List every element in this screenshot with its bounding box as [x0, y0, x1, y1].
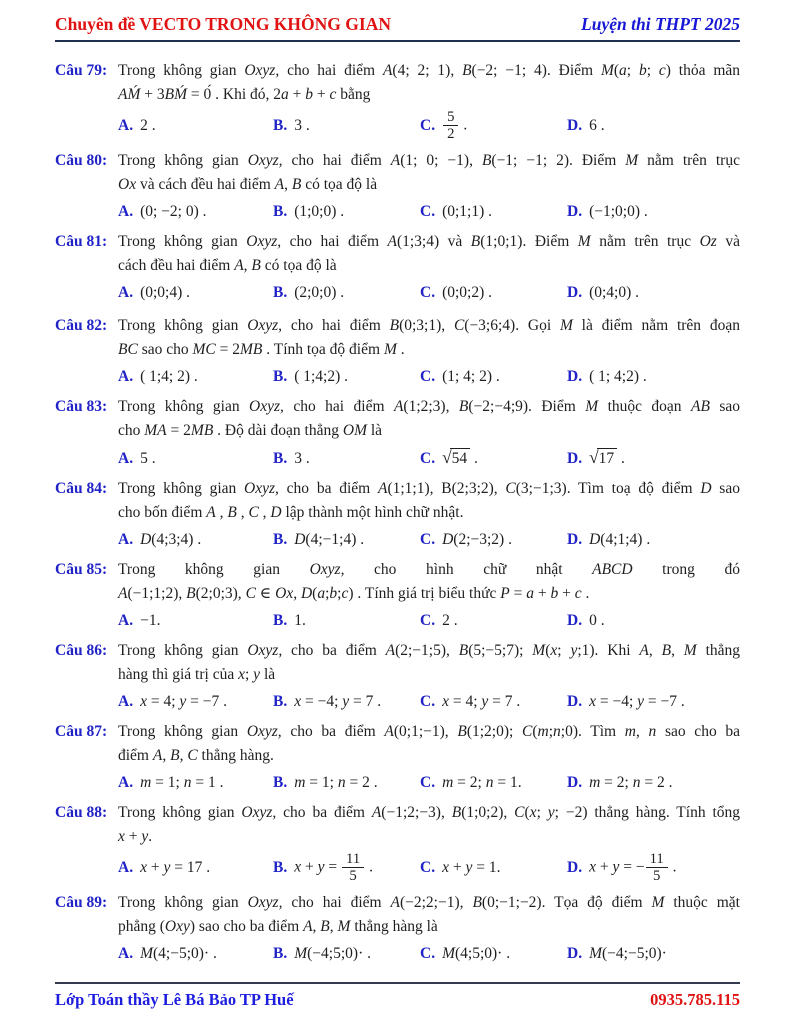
question-statement-line: Trong không gian Oxyz, cho hai điểm A(1; 0; −1), B(−1; −1; 2). Điểm M nằm trên trục — [118, 151, 740, 169]
footer-class-name: Lớp Toán thầy Lê Bá Bảo TP Huế — [55, 990, 294, 1009]
option-letter: A. — [118, 611, 134, 629]
question-statement-line: Trong không gian Oxyz, cho hình chữ nhật ABCD trong đó — [118, 560, 740, 578]
fraction-numerator: 11 — [646, 851, 668, 868]
question-statement-line: Trong không gian Oxyz, cho hai điểm A(4; 2; 1), B(−2; −1; 4). Điểm M(a; b; c) thỏa mãn — [118, 62, 741, 79]
question-number: Câu 88: — [55, 803, 108, 821]
option-letter: C. — [420, 283, 436, 301]
option-b: B. (1;0;0) . — [273, 202, 345, 220]
question-number: Câu 89: — [55, 893, 108, 911]
option-letter: C. — [420, 116, 436, 134]
question-statement-line: Trong không gian Oxyz, cho ba điểm A(−1;2;−3), B(1;0;2), C(x; y; −2) thẳng hàng. Tính tổng — [118, 803, 741, 821]
option-letter: A. — [118, 858, 134, 876]
option-c: C. D(2;−3;2) . — [420, 530, 512, 548]
question-body — [118, 891, 740, 966]
question-number: Câu 79: — [55, 62, 108, 79]
option-c: C. $\frac{5}{2}$ . — [420, 109, 468, 143]
option-d: D. √17 . — [567, 447, 625, 467]
page-footer — [55, 982, 740, 1010]
question-body — [118, 314, 740, 389]
question-statement-line: Trong không gian Oxyz, cho ba điểm A(1;1;1), B(2;3;2), C(3;−1;3). Tìm toạ độ điểm D sao — [118, 479, 740, 497]
option-b: B. D(4;−1;4) . — [273, 530, 365, 548]
option-a: A. m = 1; n = 1 . — [118, 773, 224, 791]
option-a: A. ( 1;4; 2) . — [118, 367, 198, 385]
answer-options-row — [118, 770, 740, 795]
answer-options-row — [118, 280, 740, 305]
option-letter: B. — [273, 944, 288, 962]
option-letter: C. — [420, 449, 436, 467]
option-c: C. √54 . — [420, 447, 478, 467]
option-letter: D. — [567, 858, 583, 876]
option-letter: D. — [567, 530, 583, 548]
question-body — [118, 149, 740, 224]
option-letter: C. — [420, 692, 436, 710]
option-c: C. M(4;5;0)· . — [420, 944, 511, 962]
fraction-denominator: 2 — [447, 126, 455, 143]
answer-options-row — [118, 851, 740, 885]
option-d: D. ( 1; 4;2) . — [567, 367, 647, 385]
question-statement-line: cách đều hai điểm A, B có tọa độ là — [118, 256, 337, 274]
option-letter: A. — [118, 944, 134, 962]
option-letter: B. — [273, 202, 288, 220]
option-c: C. (0;0;2) . — [420, 283, 493, 301]
question-statement-line: A(−1;1;2), B(2;0;3), C ∈ Ox, D(a;b;c) . Tính giá trị biểu thức P = a + b + c . — [118, 584, 590, 602]
option-d: D. m = 2; n = 2 . — [567, 773, 673, 791]
question-number: Câu 82: — [55, 316, 108, 334]
option-letter: B. — [273, 611, 288, 629]
radicand: 54 — [450, 448, 471, 467]
question-statement-line: Trong không gian Oxyz, cho hai điểm B(0;3;1), C(−3;6;4). Gọi M là điểm nằm trên đoạn — [118, 316, 740, 334]
option-letter: B. — [273, 773, 288, 791]
question-body — [118, 639, 740, 714]
question-cau-79 — [55, 59, 740, 143]
page-header — [55, 14, 740, 42]
option-letter: A. — [118, 202, 134, 220]
option-letter: B. — [273, 530, 288, 548]
option-letter: D. — [567, 773, 583, 791]
option-d: D. D(4;1;4) . — [567, 530, 651, 548]
option-b: B. x + y = $\frac{11}{5}$ . — [273, 850, 373, 885]
option-letter: D. — [567, 692, 583, 710]
footer-phone-number: 0935.785.115 — [650, 990, 740, 1009]
option-b: B. 3 . — [273, 116, 310, 134]
option-b: B. 1. — [273, 611, 306, 629]
question-statement-line: cho MA = 2MB . Độ dài đoạn thẳng OM là — [118, 421, 383, 439]
radical-sign: √ — [589, 447, 599, 467]
option-a: A. x + y = 17 . — [118, 858, 211, 876]
option-letter: C. — [420, 944, 436, 962]
question-cau-89 — [55, 891, 740, 966]
option-a: A. −1. — [118, 611, 161, 629]
option-b: B. x = −4; y = 7 . — [273, 692, 382, 710]
option-letter: D. — [567, 202, 583, 220]
option-d: D. (0;4;0) . — [567, 283, 640, 301]
answer-options-row — [118, 689, 740, 714]
option-letter: C. — [420, 367, 436, 385]
option-letter: C. — [420, 202, 436, 220]
question-statement-line: Trong không gian Oxyz, cho hai điểm A(−2;2;−1), B(0;−1;−2). Tọa độ điểm M thuộc mặt — [118, 893, 740, 911]
option-letter: A. — [118, 116, 134, 134]
radicand: 17 — [597, 448, 618, 467]
question-body — [118, 59, 740, 143]
option-letter: B. — [273, 367, 288, 385]
fraction-denominator: 5 — [349, 868, 357, 885]
answer-options-row — [118, 527, 740, 552]
option-d: D. x + y = − $\frac{11}{5}$ . — [567, 850, 677, 885]
question-statement-line: x + y. — [118, 827, 153, 845]
question-number: Câu 87: — [55, 722, 108, 740]
exam-series-label: Luyện thi THPT 2025 — [581, 14, 740, 34]
answer-options-row — [118, 608, 740, 633]
question-statement-line: hàng thì giá trị của x; y là — [118, 665, 276, 683]
question-statement-line: cho bốn điểm A , B , C , D lập thành một hình chữ nhật. — [118, 503, 464, 521]
option-letter: C. — [420, 530, 436, 548]
option-letter: D. — [567, 367, 583, 385]
option-letter: A. — [118, 449, 134, 467]
option-letter: A. — [118, 283, 134, 301]
option-letter: B. — [273, 858, 288, 876]
question-cau-86 — [55, 639, 740, 714]
fraction-numerator: 11 — [342, 851, 364, 868]
option-c: C. m = 2; n = 1. — [420, 773, 522, 791]
option-d: D. 0 . — [567, 611, 605, 629]
option-c: C. (1; 4; 2) . — [420, 367, 500, 385]
fraction-numerator: 5 — [443, 109, 458, 126]
question-body — [118, 801, 740, 885]
answer-options-row — [118, 199, 740, 224]
option-letter: B. — [273, 692, 288, 710]
question-number: Câu 83: — [55, 397, 108, 415]
option-a: A. D(4;3;4) . — [118, 530, 202, 548]
question-body — [118, 477, 740, 552]
questions-list — [55, 59, 740, 972]
sqrt-expression — [442, 447, 470, 467]
question-statement-line: phẳng (Oxy) sao cho ba điểm A, B, M thẳng hàng là — [118, 917, 438, 935]
option-letter: D. — [567, 944, 583, 962]
option-b: B. M(−4;5;0)· . — [273, 944, 371, 962]
question-statement-line: Trong không gian Oxyz, cho ba điểm A(0;1;−1), B(1;2;0); C(m;n;0). Tìm m, n sao cho ba — [118, 722, 740, 740]
option-a: A. (0; −2; 0) . — [118, 202, 207, 220]
option-a: A. (0;0;4) . — [118, 283, 191, 301]
question-statement-line: Trong không gian Oxyz, cho ba điểm A(2;−1;5), B(5;−5;7); M(x; y;1). Khi A, B, M thẳng — [118, 641, 741, 659]
option-letter: A. — [118, 530, 134, 548]
option-d: D. x = −4; y = −7 . — [567, 692, 685, 710]
question-statement-line: Ox và cách đều hai điểm A, B có tọa độ là — [118, 175, 378, 193]
option-c: C. x = 4; y = 7 . — [420, 692, 521, 710]
option-letter: D. — [567, 449, 583, 467]
question-statement-line: AḾ + 3BḾ = 0́ . Khi đó, 2a + b + c bằng — [118, 86, 371, 103]
option-b: B. ( 1;4;2) . — [273, 367, 349, 385]
question-cau-88 — [55, 801, 740, 885]
question-cau-81 — [55, 230, 740, 305]
question-cau-82 — [55, 314, 740, 389]
option-letter: C. — [420, 611, 436, 629]
question-cau-80 — [55, 149, 740, 224]
question-number: Câu 84: — [55, 479, 108, 497]
option-a: A. x = 4; y = −7 . — [118, 692, 228, 710]
option-a: A. M(4;−5;0)· . — [118, 944, 217, 962]
option-b: B. m = 1; n = 2 . — [273, 773, 378, 791]
option-b: B. (2;0;0) . — [273, 283, 345, 301]
question-cau-87 — [55, 720, 740, 795]
option-c: C. 2 . — [420, 611, 458, 629]
question-number: Câu 86: — [55, 641, 108, 659]
question-number: Câu 85: — [55, 560, 108, 578]
question-statement-line: Trong không gian Oxyz, cho hai điểm A(1;2;3), B(−2;−4;9). Điểm M thuộc đoạn AB sao — [118, 397, 741, 415]
question-cau-84 — [55, 477, 740, 552]
option-letter: C. — [420, 773, 436, 791]
option-letter: B. — [273, 449, 288, 467]
option-c: C. x + y = 1. — [420, 858, 501, 876]
radical-sign: √ — [442, 447, 452, 467]
option-letter: D. — [567, 283, 583, 301]
option-a: A. 2 . — [118, 116, 156, 134]
option-letter: A. — [118, 692, 134, 710]
option-letter: D. — [567, 116, 583, 134]
option-d: D. M(−4;−5;0)· — [567, 944, 667, 962]
question-body — [118, 720, 740, 795]
option-letter: A. — [118, 773, 134, 791]
question-statement-line: điểm A, B, C thẳng hàng. — [118, 746, 274, 764]
option-letter: D. — [567, 611, 583, 629]
question-cau-83 — [55, 395, 740, 471]
option-letter: A. — [118, 367, 134, 385]
question-body — [118, 395, 740, 471]
fraction — [342, 851, 364, 885]
question-number: Câu 81: — [55, 232, 108, 250]
question-body — [118, 230, 740, 305]
option-d: D. 6 . — [567, 116, 605, 134]
question-cau-85 — [55, 558, 740, 633]
answer-options-row — [118, 445, 740, 471]
question-number: Câu 80: — [55, 151, 108, 169]
option-c: C. (0;1;1) . — [420, 202, 493, 220]
option-d: D. (−1;0;0) . — [567, 202, 648, 220]
answer-options-row — [118, 364, 740, 389]
question-body — [118, 558, 740, 633]
option-letter: B. — [273, 116, 288, 134]
answer-options-row — [118, 109, 740, 143]
option-letter: C. — [420, 858, 436, 876]
fraction — [443, 109, 458, 143]
question-statement-line: Trong không gian Oxyz, cho hai điểm A(1;3;4) và B(1;0;1). Điểm M nằm trên trục Oz và — [118, 232, 740, 250]
fraction — [646, 851, 668, 885]
question-statement-line: BC sao cho MC = 2MB . Tính tọa độ điểm M . — [118, 340, 405, 358]
document-title: Chuyên đề VECTO TRONG KHÔNG GIAN — [55, 14, 391, 34]
option-a: A. 5 . — [118, 449, 156, 467]
fraction-denominator: 5 — [653, 868, 661, 885]
option-b: B. 3 . — [273, 449, 310, 467]
sqrt-expression — [589, 447, 617, 467]
option-letter: B. — [273, 283, 288, 301]
answer-options-row — [118, 941, 740, 966]
